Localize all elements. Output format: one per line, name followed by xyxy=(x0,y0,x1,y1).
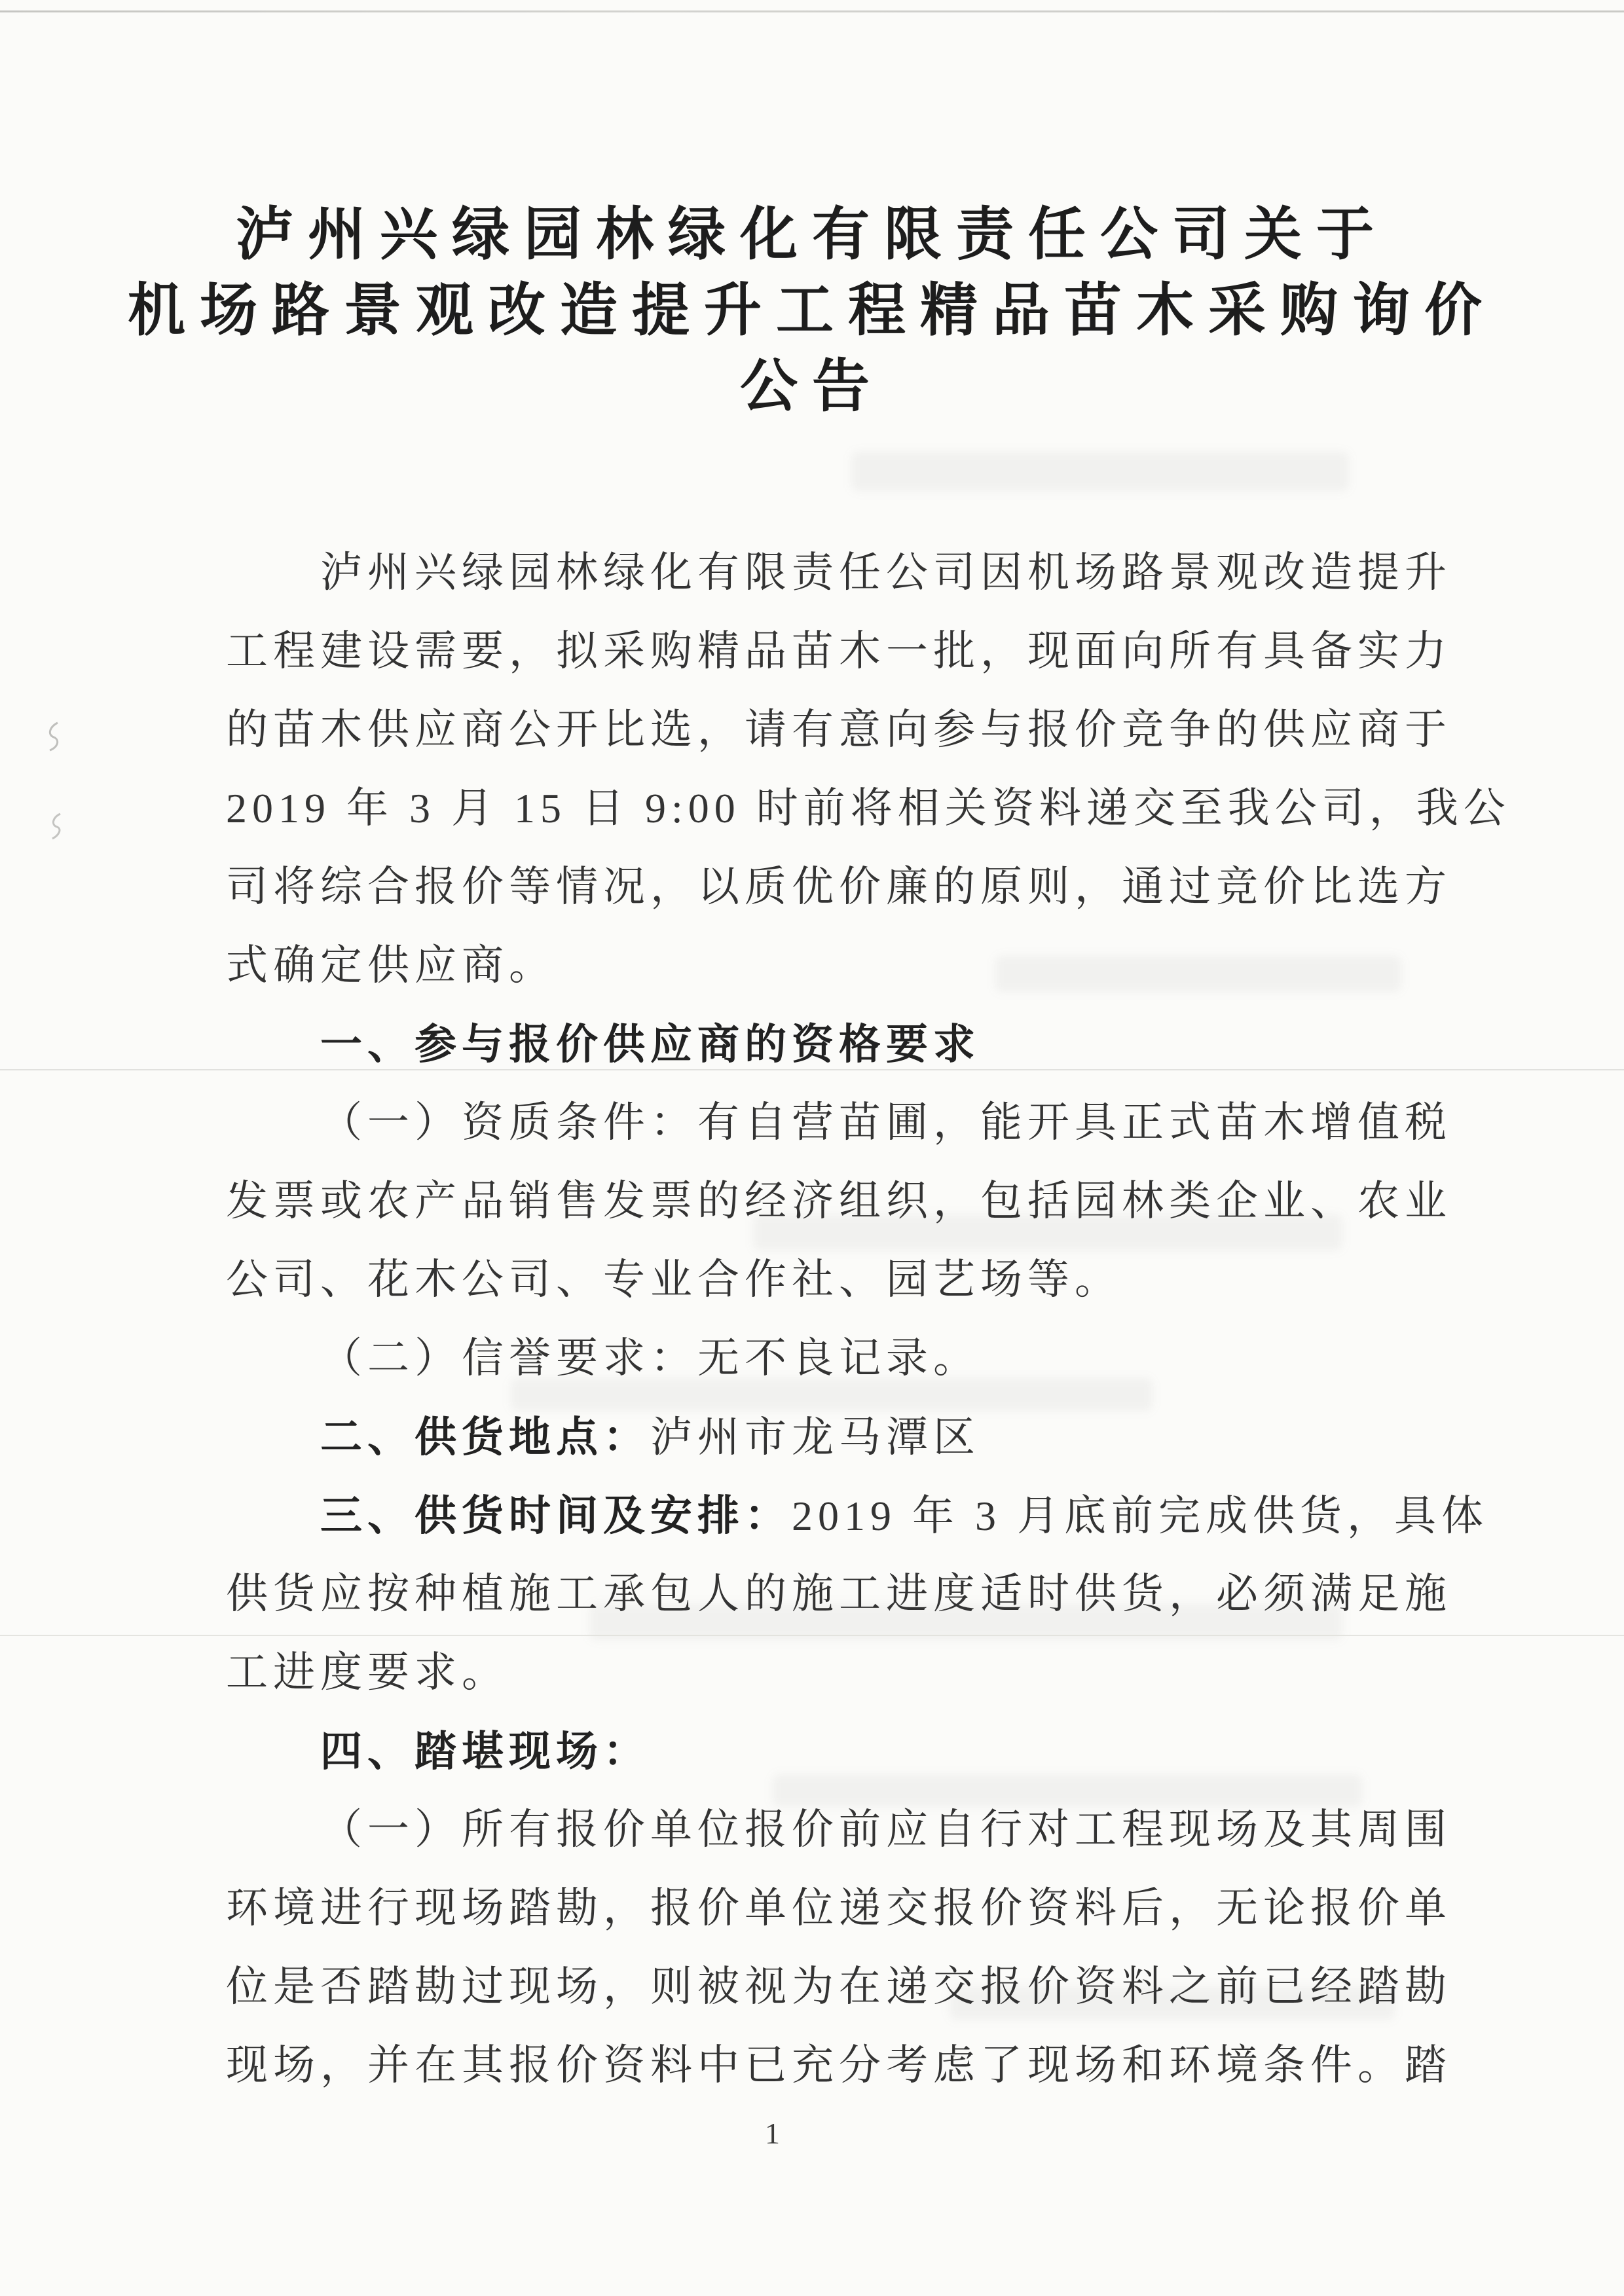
body-line: 供货应按种植施工承包人的施工进度适时供货，必须满足施 xyxy=(226,1571,1452,1617)
body-line: 工进度要求。 xyxy=(226,1649,509,1696)
section-heading-1: 一、参与报价供应商的资格要求 xyxy=(320,1021,980,1068)
title-line-3: 公告 xyxy=(739,354,884,418)
section-heading-4: 四、踏堪现场： xyxy=(320,1728,650,1775)
body-line: （一）资质条件：有自营苗圃，能开具正式苗木增值税 xyxy=(320,1099,1452,1146)
body-line: 泸州兴绿园林绿化有限责任公司因机场路景观改造提升 xyxy=(320,549,1452,596)
body-line: 公司、花木公司、专业合作社、园艺场等。 xyxy=(226,1256,1122,1303)
document-title xyxy=(0,196,1624,424)
document-body xyxy=(226,534,1511,2105)
heading-2-label: 二、供货地点： xyxy=(320,1413,650,1461)
body-line: 式确定供应商。 xyxy=(226,942,556,989)
page-number: 1 xyxy=(765,2117,780,2150)
body-line: 工程建设需要，拟采购精品苗木一批，现面向所有具备实力 xyxy=(226,628,1452,674)
body-line: 现场，并在其报价资料中已充分考虑了现场和环境条件。踏 xyxy=(226,2042,1452,2088)
body-line: （一）所有报价单位报价前应自行对工程现场及其周围 xyxy=(320,1806,1452,1853)
section-heading-3 xyxy=(226,1476,1488,1555)
body-line: （二）信誉要求：无不良记录。 xyxy=(320,1335,980,1381)
pencil-mark xyxy=(46,812,68,841)
body-line: 发票或农产品销售发票的经济组织，包括园林类企业、农业 xyxy=(226,1178,1452,1224)
body-line: 司将综合报价等情况，以质优价廉的原则，通过竞价比选方 xyxy=(226,864,1452,910)
pencil-mark xyxy=(41,720,67,753)
body-line: 位是否踏勘过现场，则被视为在递交报价资料之前已经踏勘 xyxy=(226,1963,1452,2010)
title-line-1: 泸州兴绿园林绿化有限责任公司关于 xyxy=(235,202,1388,266)
paper-top-edge xyxy=(0,10,1624,12)
heading-3-text: 2019 年 3 月底前完成供货，具体 xyxy=(792,1493,1488,1539)
heading-2-text: 泸州市龙马潭区 xyxy=(650,1414,980,1461)
heading-3-label: 三、供货时间及安排： xyxy=(320,1492,792,1539)
body-line: 的苗木供应商公开比选，请有意向参与报价竞争的供应商于 xyxy=(226,706,1452,753)
title-line-2: 机场路景观改造提升工程精品苗木采购询价 xyxy=(127,278,1496,342)
body-line: 环境进行现场踏勘，报价单位递交报价资料后，无论报价单 xyxy=(226,1885,1452,1931)
body-line: 2019 年 3 月 15 日 9:00 时前将相关资料递交至我公司，我公 xyxy=(226,785,1511,831)
bleedthrough-smudge xyxy=(851,452,1349,491)
section-heading-2 xyxy=(226,1398,1398,1476)
